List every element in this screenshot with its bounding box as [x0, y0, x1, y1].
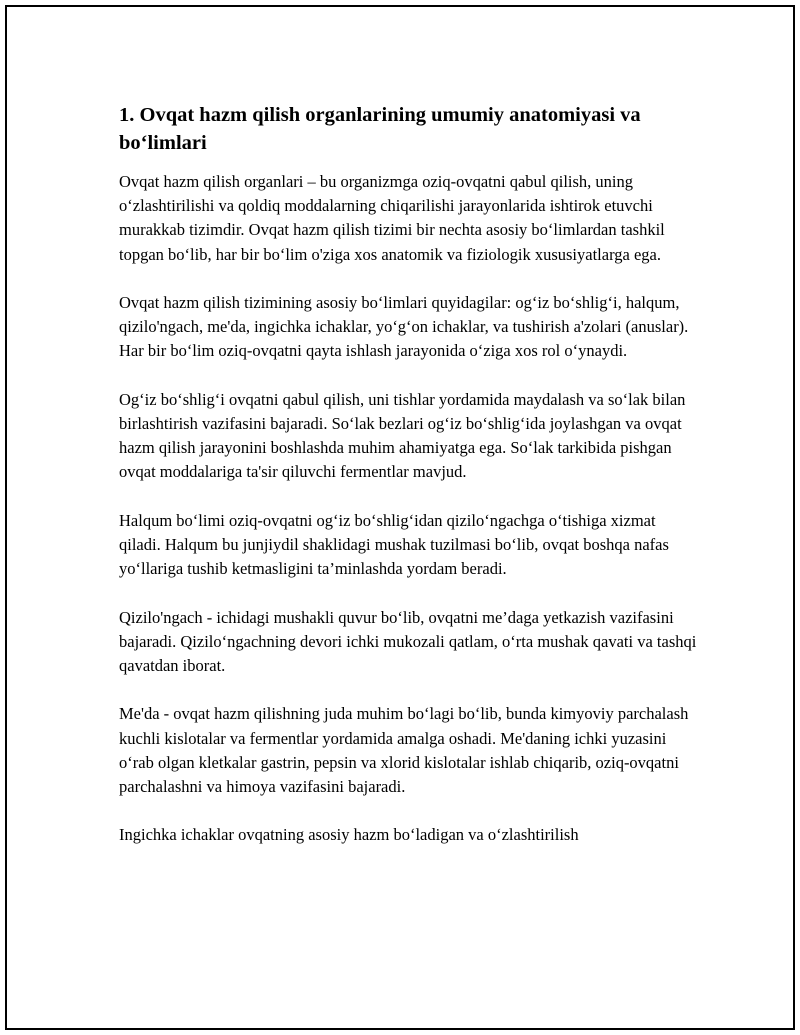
paragraph-main-sections: Ovqat hazm qilish tizimining asosiy bo‘limlari quyidagilar: og‘iz bo‘shlig‘i, halqum, qizilo'ngach, me'da, ingichka ichaklar, yo‘g‘on ichaklar, va tushirish a'zolari (anuslar). Har bir bo‘lim oziq-ovqatni qayta ishlash jarayonida o‘ziga xos rol o‘ynaydi. [119, 293, 689, 361]
section-heading: 1. Ovqat hazm qilish organlarining umumiy anatomiyasi va bo‘limlari [119, 104, 641, 154]
paragraph-stomach: Me'da - ovqat hazm qilishning juda muhim bo‘lagi bo‘lib, bunda kimyoviy parchalash kuchli kislotalar va fermentlar yordamida amalga oshadi. Me'daning ichki yuzasini o‘rab olgan kletkalar gastrin, pepsin va xlorid kislotalar ishlab chiqarib, oziq-ovqatni parchalashni va himoya vazifasini bajaradi. [119, 704, 689, 796]
paragraph-esophagus: Qizilo'ngach - ichidagi mushakli quvur bo‘lib, ovqatni me’daga yetkazish vazifasini bajaradi. Qizilo‘ngachning devori ichki mukozali qatlam, o‘rta mushak qavati va tashqi qavatdan iborat. [119, 607, 697, 675]
paragraph-pharynx: Halqum bo‘limi oziq-ovqatni og‘iz bo‘shlig‘idan qizilo‘ngachga o‘tishiga xizmat qiladi. Halqum bu junjiydil shaklidagi mushak tuzilmasi bo‘lib, ovqat boshqa nafas yo‘llariga tushib ketmasligini ta’minlashda yordam beradi. [119, 510, 669, 579]
paragraph-oral-cavity: Og‘iz bo‘shlig‘i ovqatni qabul qilish, uni tishlar yordamida maydalash va so‘lak bilan birlashtirish vazifasini bajaradi. So‘lak bezlari og‘iz bo‘shlig‘ida joylashgan va ovqat hazm qilish jarayonini boshlashda muhim ahamiyatga ega. So‘lak tarkibida pishgan ovqat moddalariga ta'sir qiluvchi fermentlar mavjud. [119, 389, 686, 482]
document-body [119, 101, 697, 872]
page-frame [5, 5, 795, 1030]
paragraph-small-intestine: Ingichka ichaklar ovqatning asosiy hazm bo‘ladigan va o‘zlashtirilish [119, 825, 579, 845]
paragraph-intro: Ovqat hazm qilish organlari – bu organizmga oziq-ovqatni qabul qilish, uning o‘zlashtirilishi va qoldiq moddalarning chiqarilishi jarayonlarida ishtirok etuvchi murakkab tizimdir. Ovqat hazm qilish tizimi bir nechta asosiy bo‘limlardan tashkil topgan bo‘lib, har bir bo‘lim o'ziga xos anatomik va fiziologik xususiyatlarga ega. [119, 172, 665, 264]
